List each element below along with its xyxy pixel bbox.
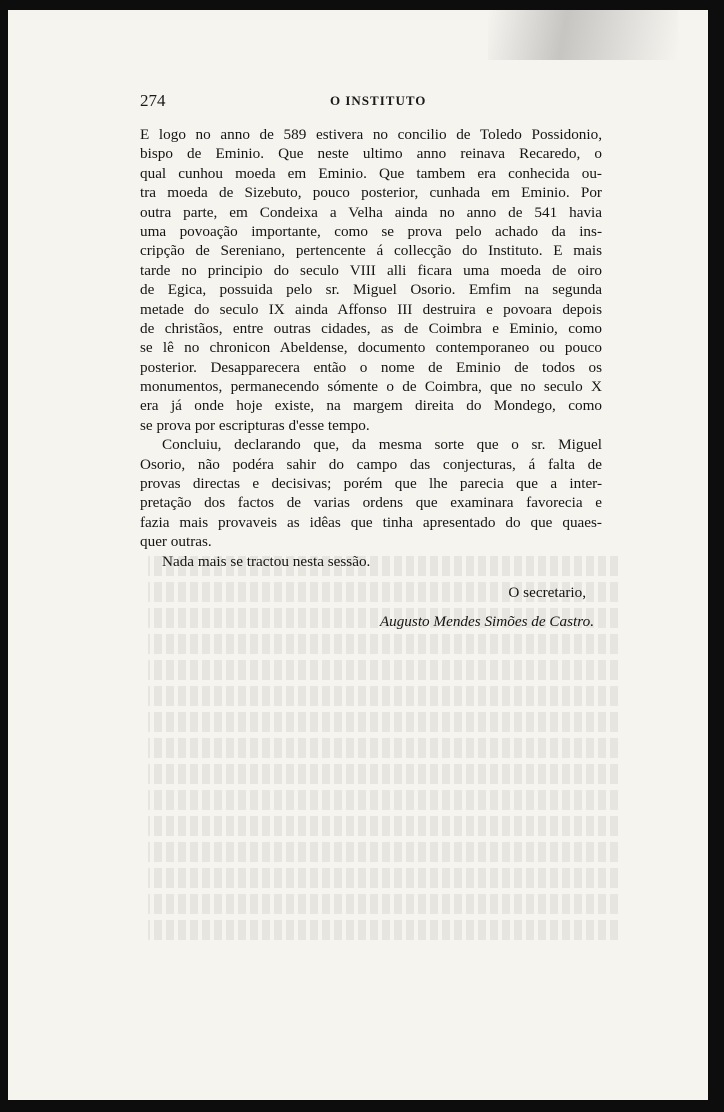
text-line: cripção de Sereniano, pertencente á collecção do Instituto. E mais <box>140 242 602 260</box>
signature-name: Augusto Mendes Simões de Castro. <box>379 613 594 631</box>
text-line: posterior. Desapparecera então o nome de Eminio de todos os <box>140 358 602 376</box>
text-line: pretação dos factos de varias ordens que examinara favorecia e <box>140 494 602 512</box>
text-line: metade do seculo IX ainda Affonso III destruira e povoara depois <box>140 300 602 318</box>
text-line: bispo de Eminio. Que neste ultimo anno reinava Recaredo, o <box>140 145 602 163</box>
text-line: quer outras. <box>140 533 212 551</box>
closing-line: Nada mais se tractou nesta sessão. <box>162 552 371 570</box>
text-line: fazia mais provaveis as idêas que tinha apresentado do que quaes- <box>140 513 602 531</box>
text-line: tra moeda de Sizebuto, pouco posterior, cunhada em Eminio. Por <box>140 184 602 202</box>
signature-role: O secretario, <box>508 583 586 601</box>
page-number: 274 <box>140 91 166 110</box>
text-line: de christãos, entre outras cidades, as de Coimbra e Eminio, como <box>140 319 602 337</box>
text-line: de Egica, possuida pelo sr. Miguel Osorio. Emfim na segunda <box>140 281 602 299</box>
text-line: se prova por escripturas d'esse tempo. <box>140 416 370 434</box>
text-line: qual cunhou moeda em Eminio. Que tambem era conhecida ou- <box>140 164 602 182</box>
text-line: Osorio, não podéra sahir do campo das conjecturas, á falta de <box>140 455 602 473</box>
body-text <box>140 125 602 632</box>
text-line: outra parte, em Condeixa a Velha ainda no anno de 541 havia <box>140 203 602 221</box>
text-line: E logo no anno de 589 estivera no concilio de Toledo Possidonio, <box>140 126 602 143</box>
text-line: tarde no principio do seculo VIII alli ficara uma moeda de oiro <box>140 261 602 279</box>
text-line: uma povoação importante, como se prova pelo achado da ins- <box>140 222 602 240</box>
scan-gloss <box>488 10 678 60</box>
text-line: Concluiu, declarando que, da mesma sorte que o sr. Miguel <box>162 436 602 454</box>
text-line: provas directas e decisivas; porém que lhe parecia que a inter- <box>140 475 602 493</box>
text-line: monumentos, permanecendo sómente o de Coimbra, que no seculo X <box>140 378 602 396</box>
text-line: era já onde hoje existe, na margem direita do Mondego, como <box>140 397 602 415</box>
journal-title: O INSTITUTO <box>330 93 427 108</box>
text-line: se lê no chronicon Abeldense, documento contemporaneo ou pouco <box>140 339 602 357</box>
